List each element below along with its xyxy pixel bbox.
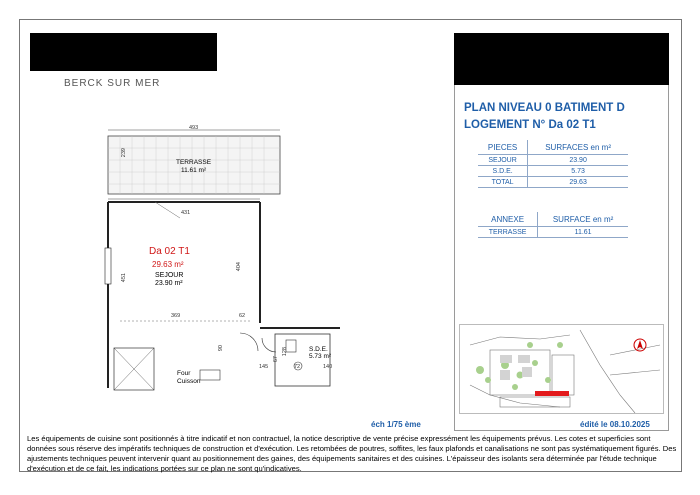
developer-logo-block	[30, 33, 217, 71]
dim-404: 404	[236, 262, 242, 272]
disclaimer-text: Les équipements de cuisine sont positionnés à titre indicatif et non contractuel, la notice descriptive de vente précise expressément les équipements prévus. Les cotes et superficies sont données sous réserve des impératifs techniques de construction et d'exécution. Les retombées de poutres, soffites, les faux plafonds et canalisations ne sont pas systématiquement figurés. Des ajustements techniques peuvent intervenir quant au positionnement des gaines, des équipements sanitaires et des cuisines. L'épaisseur des isolants sera déterminée par l'étude technique d'exécution et de ce fait, les indications portées sur ce plan ne sont qu'indicatives.	[27, 434, 677, 473]
plan-title-line2: LOGEMENT N° Da 02 T1	[464, 119, 596, 131]
annexe-surface-header: SURFACE en m²	[538, 212, 628, 227]
sejour-area: 23.90 m²	[155, 280, 183, 287]
annexe-surface: 11.61	[538, 227, 628, 238]
project-logo-block	[454, 33, 669, 85]
piece-name: S.D.E.	[478, 166, 528, 177]
dim-90: 90	[218, 345, 224, 352]
sejour-name: SEJOUR	[155, 272, 184, 279]
piece-surface: 23.90	[528, 155, 628, 166]
oven-line2: Cuisson	[177, 378, 201, 385]
piece-name: TOTAL	[478, 177, 528, 188]
sde-label	[309, 346, 331, 360]
sde-area: 5.73 m²	[309, 353, 332, 360]
unit-area: 29.63 m²	[152, 260, 184, 269]
pieces-table	[478, 140, 628, 188]
apartment-walls	[108, 202, 340, 388]
pieces-header: PIECES	[478, 140, 528, 155]
dim-145: 145	[259, 364, 269, 370]
site-map-drawing	[460, 325, 663, 413]
city-name: BERCK SUR MER	[64, 78, 161, 89]
dim-67: 67	[273, 356, 279, 363]
annexe-table	[478, 212, 628, 238]
terrasse-label	[176, 159, 211, 175]
scale-label: éch 1/75 ème	[371, 420, 421, 429]
table-row	[478, 227, 628, 238]
terrasse-area: 11.61 m²	[180, 167, 207, 174]
sejour-label	[155, 272, 183, 288]
dim-62: 62	[239, 313, 246, 319]
selected-building-marker	[535, 391, 569, 396]
plan-title-line1: PLAN NIVEAU 0 BATIMENT D	[464, 102, 625, 114]
edit-date: édité le 08.10.2025	[580, 420, 650, 429]
dim-369: 369	[171, 313, 181, 319]
site-location-map	[459, 324, 664, 414]
annexe-name: TERRASSE	[478, 227, 538, 238]
dim-431: 431	[181, 210, 191, 216]
annexe-header: ANNEXE	[478, 212, 538, 227]
dim-72: 72	[294, 364, 301, 370]
surfaces-header: SURFACES en m²	[528, 140, 628, 155]
dim-493: 493	[189, 125, 199, 131]
dim-451: 451	[121, 273, 127, 283]
floor-plan-drawing	[100, 118, 340, 400]
sde-name: S.D.E.	[309, 346, 328, 353]
terrasse-name: TERRASSE	[176, 159, 212, 166]
unit-name: Da 02 T1	[149, 246, 190, 257]
oven-line1: Four	[177, 370, 191, 377]
bathroom	[275, 334, 333, 386]
dim-239: 239	[121, 148, 127, 158]
dim-140: 140	[323, 364, 333, 370]
piece-surface: 5.73	[528, 166, 628, 177]
piece-name: SEJOUR	[478, 155, 528, 166]
dim-128: 128	[282, 347, 288, 357]
table-row	[478, 166, 628, 177]
plan-title	[464, 100, 625, 134]
table-row	[478, 177, 628, 188]
oven-label	[177, 370, 200, 386]
piece-surface: 29.63	[528, 177, 628, 188]
table-row	[478, 155, 628, 166]
